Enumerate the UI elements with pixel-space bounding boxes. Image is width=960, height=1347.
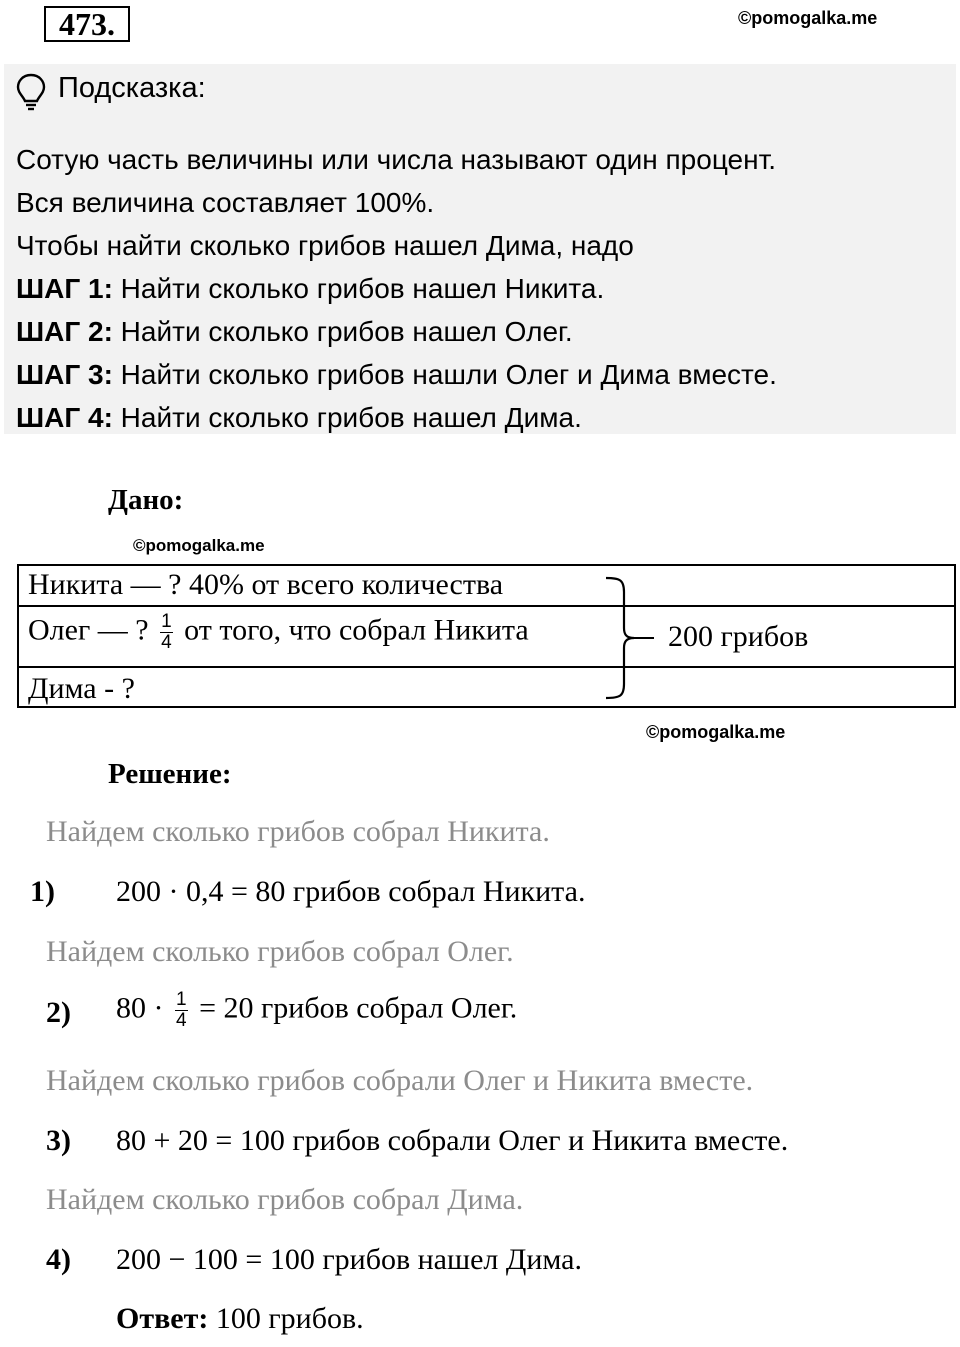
- hint-line-text: Найти сколько грибов нашли Олег и Дима вместе.: [112, 359, 777, 390]
- given-heading: Дано:: [108, 484, 184, 516]
- step-comment-1: Найдем сколько грибов собрал Никита.: [46, 815, 550, 848]
- hint-line: [16, 353, 777, 396]
- fraction-numerator: 1: [161, 611, 172, 632]
- answer: [116, 1302, 364, 1336]
- fraction: [175, 990, 188, 1031]
- hint-line-text: Вся величина составляет 100%.: [16, 187, 435, 218]
- given-total: 200 грибов: [668, 620, 809, 653]
- hint-line: [16, 138, 777, 181]
- step-number-2: 2): [46, 996, 71, 1029]
- step-comment-3: Найдем сколько грибов собрали Олег и Никита вместе.: [46, 1064, 754, 1097]
- fraction-denominator: 4: [161, 632, 172, 653]
- fraction: [160, 612, 173, 653]
- table-divider: [17, 666, 956, 668]
- hint-line-text: Сотую часть величины или числа называют один процент.: [16, 144, 777, 175]
- hint-step-label: ШАГ 4:: [16, 402, 113, 433]
- step-number-3: 3): [46, 1124, 71, 1157]
- step-2-left: 80 ·: [116, 991, 164, 1025]
- hint-line: [16, 267, 777, 310]
- hint-line: [16, 310, 777, 353]
- fraction-numerator: 1: [176, 989, 187, 1010]
- given-row-oleg-label: Олег — ?: [28, 613, 149, 647]
- hint-title: Подсказка:: [58, 72, 206, 104]
- lightbulb-icon: [14, 72, 48, 112]
- watermark-table: ©pomogalka.me: [646, 722, 786, 742]
- step-comment-4: Найдем сколько грибов собрал Дима.: [46, 1183, 524, 1216]
- given-row-nikita: Никита — ? 40% от всего количества: [28, 568, 504, 601]
- given-row-oleg: [28, 612, 529, 653]
- hint-step-label: ШАГ 2:: [16, 316, 113, 347]
- hint-line-text: Чтобы найти сколько грибов нашел Дима, надо: [16, 230, 634, 261]
- hint-lines: [16, 138, 777, 439]
- task-number: 473.: [44, 6, 130, 42]
- watermark-given: ©pomogalka.me: [133, 536, 265, 555]
- step-3: 80 + 20 = 100 грибов собрали Олег и Никита вместе.: [116, 1124, 789, 1157]
- solution-heading: Решение:: [108, 758, 232, 790]
- step-1: 200 · 0,4 = 80 грибов собрал Никита.: [116, 875, 586, 908]
- hint-line-text: Найти сколько грибов нашел Олег.: [112, 316, 573, 347]
- hint-step-label: ШАГ 3:: [16, 359, 113, 390]
- step-number-4: 4): [46, 1243, 71, 1276]
- step-2-right: = 20 грибов собрал Олег.: [199, 991, 518, 1025]
- hint-step-label: ШАГ 1:: [16, 273, 113, 304]
- hint-line-text: Найти сколько грибов нашел Дима.: [112, 402, 582, 433]
- given-row-oleg-text: от того, что собрал Никита: [184, 613, 529, 647]
- watermark-top: ©pomogalka.me: [738, 8, 878, 28]
- step-4: 200 − 100 = 100 грибов нашел Дима.: [116, 1243, 582, 1276]
- step-2: [116, 990, 517, 1031]
- answer-value: 100 грибов.: [215, 1302, 364, 1335]
- hint-line: [16, 224, 777, 267]
- step-comment-2: Найдем сколько грибов собрал Олег.: [46, 935, 514, 968]
- answer-label: Ответ:: [116, 1302, 209, 1335]
- hint-line: [16, 181, 777, 224]
- given-row-dima: Дима - ?: [28, 672, 135, 705]
- step-number-1: 1): [30, 875, 55, 908]
- table-divider: [17, 605, 956, 607]
- hint-line: [16, 396, 777, 439]
- hint-line-text: Найти сколько грибов нашел Никита.: [112, 273, 605, 304]
- brace-dash: [634, 637, 654, 639]
- fraction-denominator: 4: [176, 1010, 187, 1031]
